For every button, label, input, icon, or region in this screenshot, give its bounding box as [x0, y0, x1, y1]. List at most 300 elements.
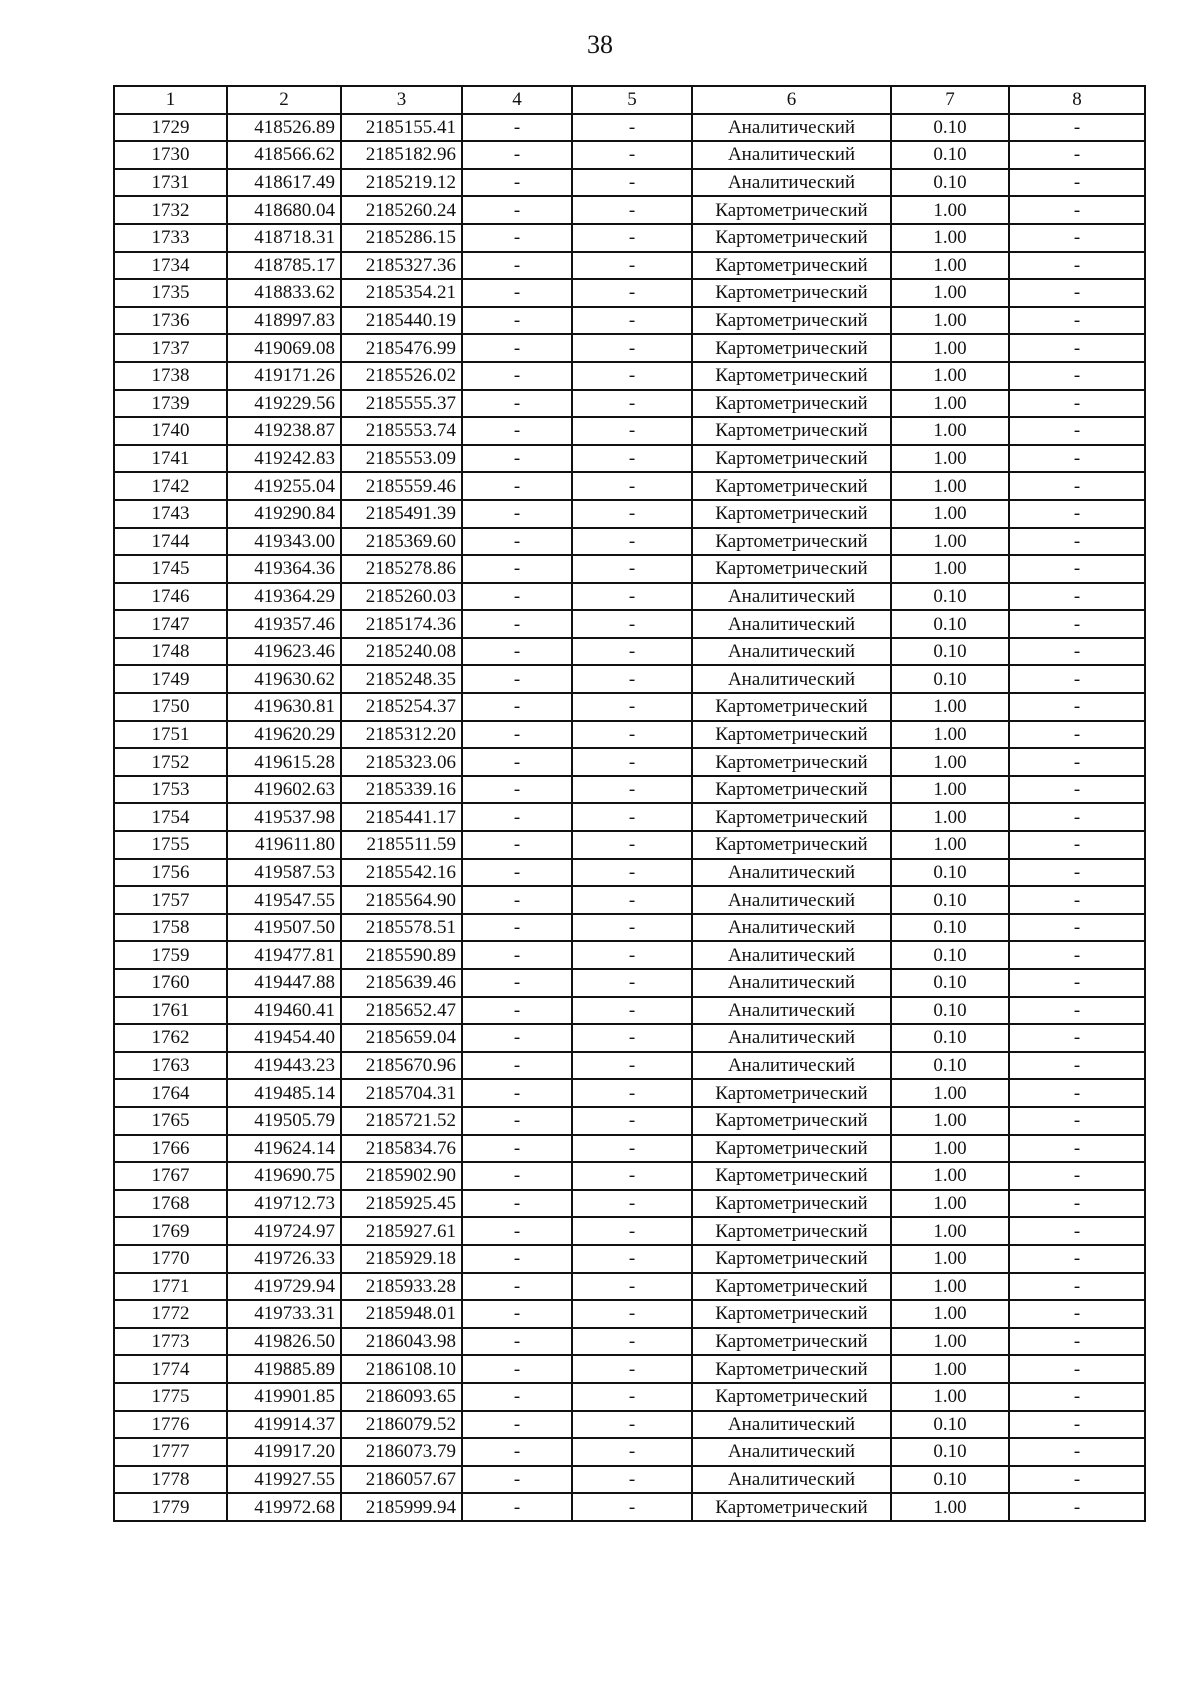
table-row	[114, 583, 1145, 611]
method-cell: Аналитический	[692, 114, 891, 142]
col4-cell: -	[462, 334, 572, 362]
point-number-cell: 1730	[114, 141, 227, 169]
table-row	[114, 1493, 1145, 1521]
column-header: 5	[572, 86, 692, 114]
y-coordinate-cell: 2185260.24	[341, 196, 462, 224]
table-row	[114, 1411, 1145, 1439]
col8-cell: -	[1009, 1493, 1145, 1521]
point-number-cell: 1758	[114, 914, 227, 942]
point-number-cell: 1732	[114, 196, 227, 224]
col8-cell: -	[1009, 969, 1145, 997]
accuracy-cell: 1.00	[891, 1300, 1009, 1328]
table-row	[114, 1217, 1145, 1245]
point-number-cell: 1743	[114, 500, 227, 528]
point-number-cell: 1734	[114, 252, 227, 280]
method-cell: Картометрический	[692, 803, 891, 831]
column-header: 3	[341, 86, 462, 114]
x-coordinate-cell: 419505.79	[227, 1107, 341, 1135]
point-number-cell: 1761	[114, 997, 227, 1025]
col5-cell: -	[572, 693, 692, 721]
y-coordinate-cell: 2186079.52	[341, 1411, 462, 1439]
y-coordinate-cell: 2186073.79	[341, 1438, 462, 1466]
x-coordinate-cell: 419537.98	[227, 803, 341, 831]
point-number-cell: 1765	[114, 1107, 227, 1135]
col5-cell: -	[572, 445, 692, 473]
point-number-cell: 1738	[114, 362, 227, 390]
x-coordinate-cell: 419630.62	[227, 665, 341, 693]
col4-cell: -	[462, 1079, 572, 1107]
col8-cell: -	[1009, 610, 1145, 638]
accuracy-cell: 0.10	[891, 583, 1009, 611]
point-number-cell: 1766	[114, 1135, 227, 1163]
x-coordinate-cell: 419364.29	[227, 583, 341, 611]
col5-cell: -	[572, 831, 692, 859]
col5-cell: -	[572, 941, 692, 969]
col4-cell: -	[462, 1052, 572, 1080]
col4-cell: -	[462, 610, 572, 638]
col4-cell: -	[462, 803, 572, 831]
col4-cell: -	[462, 583, 572, 611]
method-cell: Аналитический	[692, 1024, 891, 1052]
point-number-cell: 1755	[114, 831, 227, 859]
y-coordinate-cell: 2185652.47	[341, 997, 462, 1025]
col8-cell: -	[1009, 886, 1145, 914]
point-number-cell: 1737	[114, 334, 227, 362]
col8-cell: -	[1009, 1217, 1145, 1245]
method-cell: Картометрический	[692, 1300, 891, 1328]
accuracy-cell: 1.00	[891, 693, 1009, 721]
x-coordinate-cell: 419343.00	[227, 528, 341, 556]
table-row	[114, 169, 1145, 197]
accuracy-cell: 0.10	[891, 886, 1009, 914]
x-coordinate-cell: 419972.68	[227, 1493, 341, 1521]
col8-cell: -	[1009, 831, 1145, 859]
accuracy-cell: 1.00	[891, 1328, 1009, 1356]
col5-cell: -	[572, 334, 692, 362]
y-coordinate-cell: 2185999.94	[341, 1493, 462, 1521]
y-coordinate-cell: 2185929.18	[341, 1245, 462, 1273]
col4-cell: -	[462, 1328, 572, 1356]
x-coordinate-cell: 419914.37	[227, 1411, 341, 1439]
col5-cell: -	[572, 1190, 692, 1218]
table-row	[114, 472, 1145, 500]
col4-cell: -	[462, 169, 572, 197]
accuracy-cell: 0.10	[891, 665, 1009, 693]
accuracy-cell: 1.00	[891, 1162, 1009, 1190]
method-cell: Картометрический	[692, 693, 891, 721]
accuracy-cell: 0.10	[891, 969, 1009, 997]
accuracy-cell: 1.00	[891, 803, 1009, 831]
method-cell: Аналитический	[692, 914, 891, 942]
method-cell: Аналитический	[692, 665, 891, 693]
col8-cell: -	[1009, 252, 1145, 280]
col4-cell: -	[462, 1273, 572, 1301]
method-cell: Картометрический	[692, 390, 891, 418]
table-row	[114, 1466, 1145, 1494]
col8-cell: -	[1009, 1411, 1145, 1439]
accuracy-cell: 1.00	[891, 417, 1009, 445]
col4-cell: -	[462, 997, 572, 1025]
method-cell: Аналитический	[692, 583, 891, 611]
point-number-cell: 1770	[114, 1245, 227, 1273]
col4-cell: -	[462, 224, 572, 252]
x-coordinate-cell: 419171.26	[227, 362, 341, 390]
table-row	[114, 1328, 1145, 1356]
method-cell: Картометрический	[692, 1079, 891, 1107]
point-number-cell: 1769	[114, 1217, 227, 1245]
table-row	[114, 362, 1145, 390]
col4-cell: -	[462, 307, 572, 335]
method-cell: Аналитический	[692, 997, 891, 1025]
y-coordinate-cell: 2185476.99	[341, 334, 462, 362]
col5-cell: -	[572, 886, 692, 914]
col4-cell: -	[462, 1466, 572, 1494]
accuracy-cell: 1.00	[891, 224, 1009, 252]
col8-cell: -	[1009, 196, 1145, 224]
point-number-cell: 1746	[114, 583, 227, 611]
y-coordinate-cell: 2185555.37	[341, 390, 462, 418]
method-cell: Картометрический	[692, 1383, 891, 1411]
table-row	[114, 390, 1145, 418]
table-row	[114, 555, 1145, 583]
x-coordinate-cell: 419826.50	[227, 1328, 341, 1356]
col4-cell: -	[462, 528, 572, 556]
col4-cell: -	[462, 776, 572, 804]
x-coordinate-cell: 419587.53	[227, 859, 341, 887]
point-number-cell: 1744	[114, 528, 227, 556]
col4-cell: -	[462, 500, 572, 528]
y-coordinate-cell: 2185182.96	[341, 141, 462, 169]
method-cell: Картометрический	[692, 279, 891, 307]
col8-cell: -	[1009, 583, 1145, 611]
col4-cell: -	[462, 196, 572, 224]
col4-cell: -	[462, 1493, 572, 1521]
point-number-cell: 1752	[114, 748, 227, 776]
point-number-cell: 1759	[114, 941, 227, 969]
col4-cell: -	[462, 914, 572, 942]
x-coordinate-cell: 419624.14	[227, 1135, 341, 1163]
x-coordinate-cell: 419901.85	[227, 1383, 341, 1411]
y-coordinate-cell: 2186057.67	[341, 1466, 462, 1494]
col8-cell: -	[1009, 141, 1145, 169]
x-coordinate-cell: 418526.89	[227, 114, 341, 142]
col8-cell: -	[1009, 803, 1145, 831]
point-number-cell: 1774	[114, 1355, 227, 1383]
y-coordinate-cell: 2185553.09	[341, 445, 462, 473]
x-coordinate-cell: 419547.55	[227, 886, 341, 914]
x-coordinate-cell: 418997.83	[227, 307, 341, 335]
x-coordinate-cell: 419364.36	[227, 555, 341, 583]
col4-cell: -	[462, 362, 572, 390]
y-coordinate-cell: 2185354.21	[341, 279, 462, 307]
col5-cell: -	[572, 528, 692, 556]
y-coordinate-cell: 2186043.98	[341, 1328, 462, 1356]
col8-cell: -	[1009, 1052, 1145, 1080]
point-number-cell: 1741	[114, 445, 227, 473]
y-coordinate-cell: 2185491.39	[341, 500, 462, 528]
table-row	[114, 831, 1145, 859]
x-coordinate-cell: 418617.49	[227, 169, 341, 197]
y-coordinate-cell: 2186093.65	[341, 1383, 462, 1411]
y-coordinate-cell: 2185659.04	[341, 1024, 462, 1052]
x-coordinate-cell: 419615.28	[227, 748, 341, 776]
x-coordinate-cell: 419485.14	[227, 1079, 341, 1107]
y-coordinate-cell: 2185902.90	[341, 1162, 462, 1190]
accuracy-cell: 1.00	[891, 1079, 1009, 1107]
accuracy-cell: 1.00	[891, 1273, 1009, 1301]
col4-cell: -	[462, 886, 572, 914]
x-coordinate-cell: 419885.89	[227, 1355, 341, 1383]
point-number-cell: 1750	[114, 693, 227, 721]
y-coordinate-cell: 2185286.15	[341, 224, 462, 252]
point-number-cell: 1768	[114, 1190, 227, 1218]
table-row	[114, 969, 1145, 997]
y-coordinate-cell: 2185254.37	[341, 693, 462, 721]
col5-cell: -	[572, 279, 692, 307]
method-cell: Картометрический	[692, 1355, 891, 1383]
point-number-cell: 1762	[114, 1024, 227, 1052]
point-number-cell: 1748	[114, 638, 227, 666]
method-cell: Картометрический	[692, 1162, 891, 1190]
method-cell: Картометрический	[692, 555, 891, 583]
col4-cell: -	[462, 693, 572, 721]
col5-cell: -	[572, 169, 692, 197]
point-number-cell: 1733	[114, 224, 227, 252]
col8-cell: -	[1009, 500, 1145, 528]
col4-cell: -	[462, 748, 572, 776]
y-coordinate-cell: 2185925.45	[341, 1190, 462, 1218]
col8-cell: -	[1009, 1107, 1145, 1135]
accuracy-cell: 0.10	[891, 914, 1009, 942]
table-row	[114, 445, 1145, 473]
col8-cell: -	[1009, 748, 1145, 776]
table-row	[114, 776, 1145, 804]
point-number-cell: 1764	[114, 1079, 227, 1107]
col4-cell: -	[462, 969, 572, 997]
col5-cell: -	[572, 665, 692, 693]
method-cell: Картометрический	[692, 1493, 891, 1521]
x-coordinate-cell: 419290.84	[227, 500, 341, 528]
point-number-cell: 1777	[114, 1438, 227, 1466]
x-coordinate-cell: 418718.31	[227, 224, 341, 252]
x-coordinate-cell: 419507.50	[227, 914, 341, 942]
accuracy-cell: 1.00	[891, 390, 1009, 418]
table-row	[114, 141, 1145, 169]
y-coordinate-cell: 2185327.36	[341, 252, 462, 280]
table-row	[114, 1162, 1145, 1190]
point-number-cell: 1763	[114, 1052, 227, 1080]
table-row	[114, 224, 1145, 252]
x-coordinate-cell: 419069.08	[227, 334, 341, 362]
method-cell: Картометрический	[692, 307, 891, 335]
col5-cell: -	[572, 500, 692, 528]
y-coordinate-cell: 2185441.17	[341, 803, 462, 831]
table-row	[114, 997, 1145, 1025]
method-cell: Картометрический	[692, 1328, 891, 1356]
table-row	[114, 1079, 1145, 1107]
y-coordinate-cell: 2185559.46	[341, 472, 462, 500]
table-row	[114, 638, 1145, 666]
table-row	[114, 500, 1145, 528]
x-coordinate-cell: 419927.55	[227, 1466, 341, 1494]
point-number-cell: 1736	[114, 307, 227, 335]
point-number-cell: 1760	[114, 969, 227, 997]
table-row	[114, 665, 1145, 693]
accuracy-cell: 0.10	[891, 997, 1009, 1025]
x-coordinate-cell: 419690.75	[227, 1162, 341, 1190]
col5-cell: -	[572, 1273, 692, 1301]
accuracy-cell: 1.00	[891, 831, 1009, 859]
col8-cell: -	[1009, 528, 1145, 556]
method-cell: Картометрический	[692, 1245, 891, 1273]
col8-cell: -	[1009, 1190, 1145, 1218]
col8-cell: -	[1009, 721, 1145, 749]
accuracy-cell: 1.00	[891, 500, 1009, 528]
table-row	[114, 528, 1145, 556]
page-number: 38	[587, 30, 613, 59]
y-coordinate-cell: 2185704.31	[341, 1079, 462, 1107]
method-cell: Картометрический	[692, 831, 891, 859]
x-coordinate-cell: 419255.04	[227, 472, 341, 500]
col5-cell: -	[572, 1466, 692, 1494]
y-coordinate-cell: 2185278.86	[341, 555, 462, 583]
accuracy-cell: 1.00	[891, 1245, 1009, 1273]
col4-cell: -	[462, 831, 572, 859]
col8-cell: -	[1009, 445, 1145, 473]
accuracy-cell: 0.10	[891, 610, 1009, 638]
x-coordinate-cell: 419357.46	[227, 610, 341, 638]
col4-cell: -	[462, 1217, 572, 1245]
col8-cell: -	[1009, 776, 1145, 804]
method-cell: Аналитический	[692, 1411, 891, 1439]
table-row	[114, 1273, 1145, 1301]
col5-cell: -	[572, 610, 692, 638]
y-coordinate-cell: 2186108.10	[341, 1355, 462, 1383]
accuracy-cell: 1.00	[891, 1135, 1009, 1163]
table-row	[114, 1107, 1145, 1135]
method-cell: Аналитический	[692, 1466, 891, 1494]
col4-cell: -	[462, 1107, 572, 1135]
col5-cell: -	[572, 390, 692, 418]
accuracy-cell: 1.00	[891, 307, 1009, 335]
accuracy-cell: 1.00	[891, 252, 1009, 280]
accuracy-cell: 1.00	[891, 1217, 1009, 1245]
accuracy-cell: 0.10	[891, 941, 1009, 969]
point-number-cell: 1729	[114, 114, 227, 142]
accuracy-cell: 1.00	[891, 1383, 1009, 1411]
y-coordinate-cell: 2185721.52	[341, 1107, 462, 1135]
table-row	[114, 279, 1145, 307]
col8-cell: -	[1009, 914, 1145, 942]
col5-cell: -	[572, 1135, 692, 1163]
table-header-row	[114, 86, 1145, 114]
accuracy-cell: 0.10	[891, 1052, 1009, 1080]
x-coordinate-cell: 419238.87	[227, 417, 341, 445]
y-coordinate-cell: 2185948.01	[341, 1300, 462, 1328]
col8-cell: -	[1009, 1466, 1145, 1494]
y-coordinate-cell: 2185542.16	[341, 859, 462, 887]
point-number-cell: 1742	[114, 472, 227, 500]
col5-cell: -	[572, 1245, 692, 1273]
method-cell: Аналитический	[692, 859, 891, 887]
col5-cell: -	[572, 997, 692, 1025]
x-coordinate-cell: 419630.81	[227, 693, 341, 721]
point-number-cell: 1739	[114, 390, 227, 418]
table-row	[114, 417, 1145, 445]
y-coordinate-cell: 2185369.60	[341, 528, 462, 556]
x-coordinate-cell: 419602.63	[227, 776, 341, 804]
accuracy-cell: 1.00	[891, 1107, 1009, 1135]
col5-cell: -	[572, 638, 692, 666]
col5-cell: -	[572, 1355, 692, 1383]
accuracy-cell: 1.00	[891, 445, 1009, 473]
x-coordinate-cell: 419611.80	[227, 831, 341, 859]
accuracy-cell: 1.00	[891, 1355, 1009, 1383]
col5-cell: -	[572, 1024, 692, 1052]
accuracy-cell: 0.10	[891, 859, 1009, 887]
column-header: 8	[1009, 86, 1145, 114]
col5-cell: -	[572, 1079, 692, 1107]
y-coordinate-cell: 2185155.41	[341, 114, 462, 142]
col5-cell: -	[572, 362, 692, 390]
col4-cell: -	[462, 665, 572, 693]
accuracy-cell: 1.00	[891, 555, 1009, 583]
method-cell: Картометрический	[692, 334, 891, 362]
x-coordinate-cell: 419733.31	[227, 1300, 341, 1328]
table-row	[114, 307, 1145, 335]
accuracy-cell: 0.10	[891, 1466, 1009, 1494]
table-row	[114, 196, 1145, 224]
table-row	[114, 886, 1145, 914]
method-cell: Картометрический	[692, 1217, 891, 1245]
col4-cell: -	[462, 1024, 572, 1052]
col5-cell: -	[572, 583, 692, 611]
col8-cell: -	[1009, 555, 1145, 583]
y-coordinate-cell: 2185440.19	[341, 307, 462, 335]
table-row	[114, 748, 1145, 776]
col4-cell: -	[462, 1135, 572, 1163]
accuracy-cell: 0.10	[891, 141, 1009, 169]
col5-cell: -	[572, 776, 692, 804]
method-cell: Аналитический	[692, 610, 891, 638]
col4-cell: -	[462, 1300, 572, 1328]
table-row	[114, 1024, 1145, 1052]
col4-cell: -	[462, 721, 572, 749]
y-coordinate-cell: 2185590.89	[341, 941, 462, 969]
x-coordinate-cell: 419623.46	[227, 638, 341, 666]
method-cell: Картометрический	[692, 721, 891, 749]
point-number-cell: 1751	[114, 721, 227, 749]
method-cell: Картометрический	[692, 1135, 891, 1163]
col4-cell: -	[462, 1438, 572, 1466]
x-coordinate-cell: 419620.29	[227, 721, 341, 749]
col5-cell: -	[572, 1162, 692, 1190]
method-cell: Картометрический	[692, 362, 891, 390]
method-cell: Картометрический	[692, 224, 891, 252]
col5-cell: -	[572, 307, 692, 335]
col5-cell: -	[572, 1493, 692, 1521]
column-header: 7	[891, 86, 1009, 114]
x-coordinate-cell: 419477.81	[227, 941, 341, 969]
table-row	[114, 334, 1145, 362]
point-number-cell: 1772	[114, 1300, 227, 1328]
x-coordinate-cell: 418833.62	[227, 279, 341, 307]
table-row	[114, 1190, 1145, 1218]
table-row	[114, 721, 1145, 749]
x-coordinate-cell: 418566.62	[227, 141, 341, 169]
accuracy-cell: 0.10	[891, 1411, 1009, 1439]
x-coordinate-cell: 419917.20	[227, 1438, 341, 1466]
